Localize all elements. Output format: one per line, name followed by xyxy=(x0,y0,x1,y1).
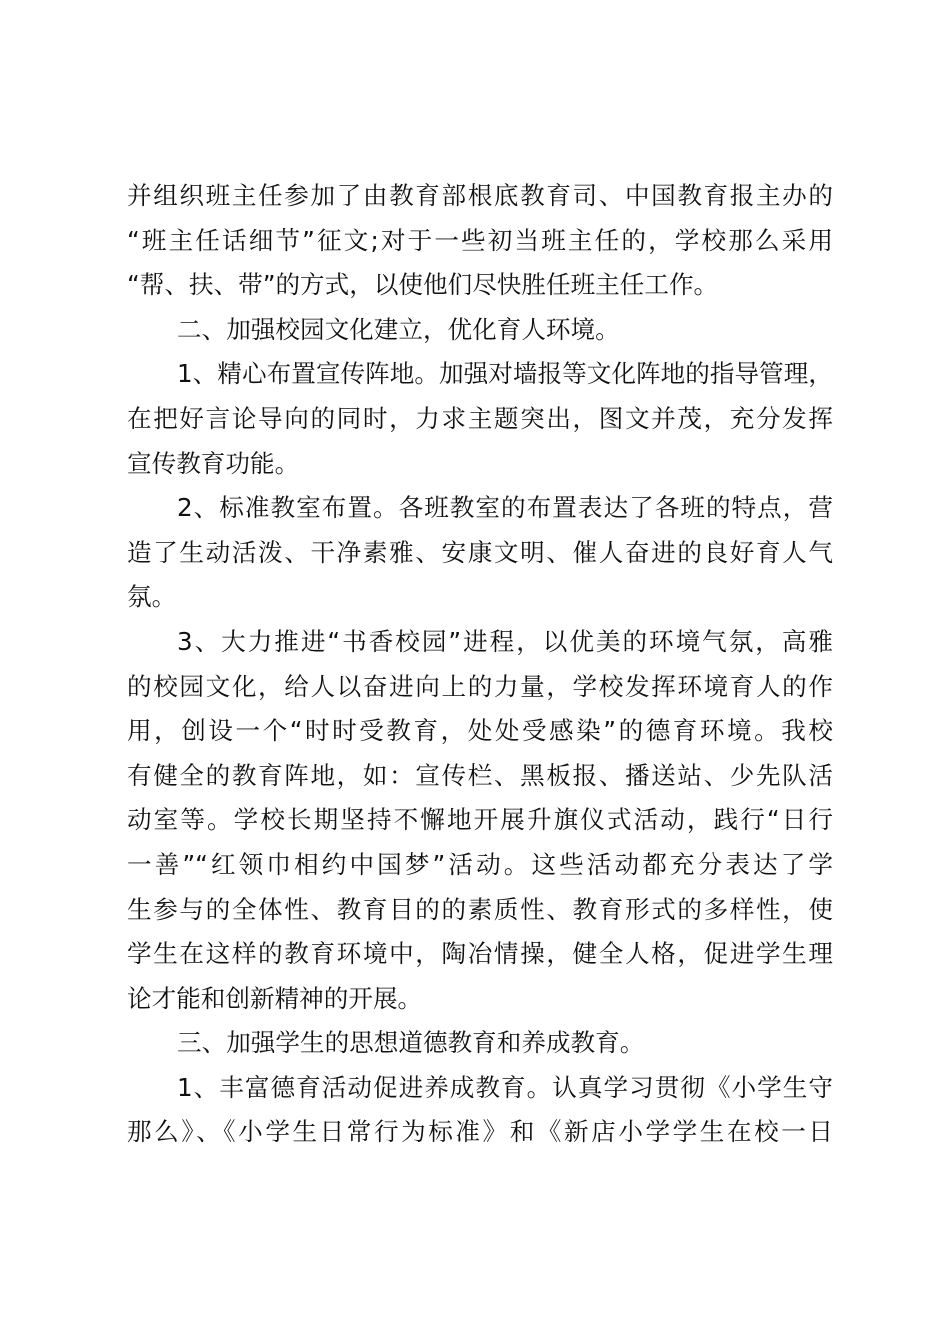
text-line: 论才能和创新精神的开展。 xyxy=(127,983,423,1013)
section-heading-line: 三、加强学生的思想道德教育和养成教育。 xyxy=(177,1028,645,1058)
text-line: 1、丰富德育活动促进养成教育。认真学习贯彻《小学生守 xyxy=(177,1072,833,1102)
text-line: 有健全的教育阵地，如：宣传栏、黑板报、播送站、少先队活 xyxy=(127,760,833,790)
text-line: 宣传教育功能。 xyxy=(127,448,300,478)
text-line: 造了生动活泼、干净素雅、安康文明、催人奋进的良好育人气 xyxy=(127,537,833,567)
text-line: “帮、扶、带”的方式，以使他们尽快胜任班主任工作。 xyxy=(127,270,719,300)
section-heading-line: 二、加强校园文化建立，优化育人环境。 xyxy=(177,314,620,344)
text-line: 的校园文化，给人以奋进向上的力量，学校发挥环境育人的作 xyxy=(127,671,833,701)
text-line: 并组织班主任参加了由教育部根底教育司、中国教育报主办的 xyxy=(127,181,833,210)
text-line: 用，创设一个“时时受教育，处处受感染”的德育环境。我校 xyxy=(127,716,833,746)
text-line: 在把好言论导向的同时，力求主题突出，图文并茂，充分发挥 xyxy=(127,403,833,433)
text-line: 2、标准教室布置。各班教室的布置表达了各班的特点，营 xyxy=(177,493,833,523)
body-text xyxy=(127,174,833,1155)
text-line: 那么》、《小学生日常行为标准》和《新店小学学生在校一日 xyxy=(127,1117,833,1147)
text-line: 动室等。学校长期坚持不懈地开展升旗仪式活动，践行“日行 xyxy=(127,805,833,835)
text-line: 学生在这样的教育环境中，陶冶情操，健全人格，促进学生理 xyxy=(127,939,833,969)
text-line: “班主任话细节”征文;对于一些初当班主任的，学校那么采用 xyxy=(127,225,833,255)
text-line: 氛。 xyxy=(127,582,177,612)
text-line: 一善”“红领巾相约中国梦”活动。这些活动都充分表达了学 xyxy=(127,849,833,879)
text-line: 生参与的全体性、教育目的的素质性、教育形式的多样性，使 xyxy=(127,894,833,924)
text-line: 3、大力推进“书香校园”进程，以优美的环境气氛，高雅 xyxy=(177,626,833,656)
text-line: 1、精心布置宣传阵地。加强对墙报等文化阵地的指导管理， xyxy=(177,359,833,389)
